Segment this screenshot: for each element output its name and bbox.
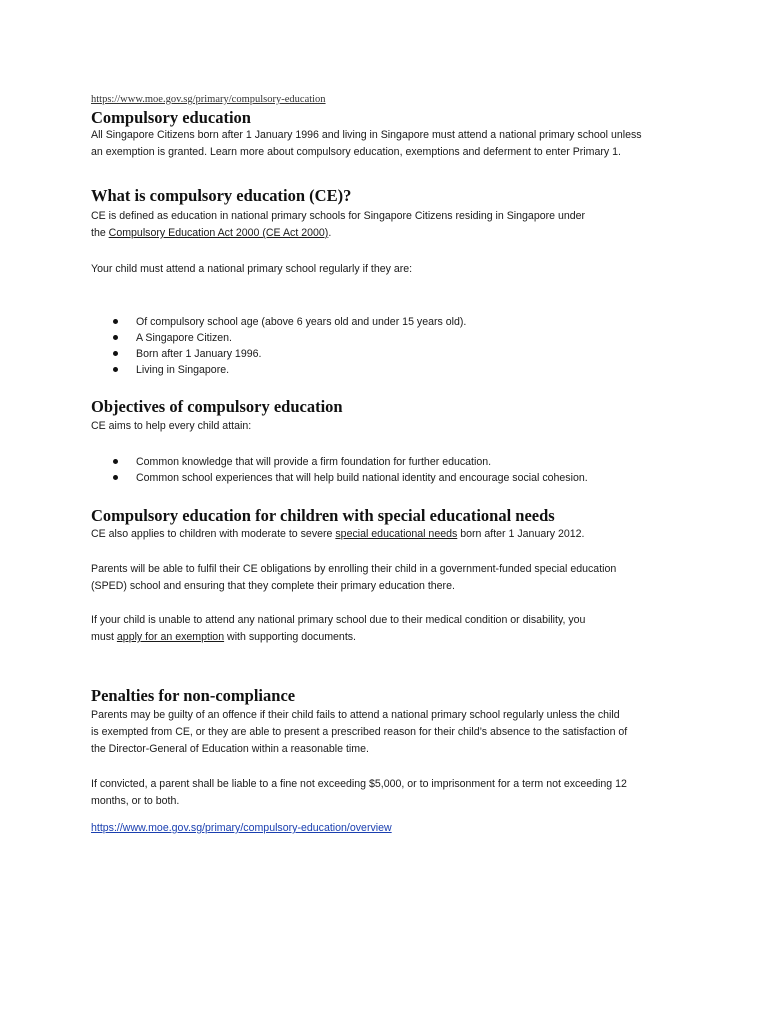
intro-line-2: an exemption is granted. Learn more about compulsory education, exemptions and deferment to enter Primary 1.: [91, 146, 621, 158]
heading-penalties: Penalties for non-compliance: [91, 686, 296, 705]
heading-what-is-ce: What is compulsory education (CE)?: [91, 186, 352, 205]
bullet-icon: [113, 459, 118, 464]
apply-exemption-link[interactable]: apply for an exemption: [116, 631, 225, 643]
attendance-conditions-intro: Your child must attend a national primary school regularly if they are:: [91, 263, 413, 275]
penalties-p1-line-3: the Director-General of Education within a reasonable time.: [91, 743, 369, 755]
heading-objectives: Objectives of compulsory education: [91, 397, 343, 416]
list-item: Living in Singapore.: [91, 362, 691, 378]
list-item: Common school experiences that will help build national identity and encourage social cohesion.: [91, 470, 691, 486]
ce-act-link[interactable]: Compulsory Education Act 2000 (CE Act 2000): [108, 227, 329, 239]
what-is-ce-line-2-prefix: the: [91, 227, 109, 239]
special-educational-needs-link[interactable]: special educational needs: [335, 528, 458, 540]
penalties-paragraph-2: [91, 776, 691, 810]
penalties-p2-line-1: If convicted, a parent shall be liable to a fine not exceeding $5,000, or to imprisonment for a term not exceeding 12: [91, 778, 627, 790]
page-title: Compulsory education: [91, 108, 251, 127]
attendance-conditions-list: [91, 314, 691, 378]
special-needs-paragraph-2: [91, 561, 691, 595]
list-item: Born after 1 January 1996.: [91, 346, 691, 362]
special-needs-p3-line-2-suffix: with supporting documents.: [224, 631, 356, 643]
special-needs-p3-line-2-prefix: must: [91, 631, 117, 643]
what-is-ce-line-1: CE is defined as education in national primary schools for Singapore Citizens residing in Singapore under: [91, 210, 586, 222]
source-url-link[interactable]: https://www.moe.gov.sg/primary/compulsory-education: [91, 94, 326, 105]
penalties-p1-line-1: Parents may be guilty of an offence if their child fails to attend a national primary school regularly unless the child: [91, 709, 620, 721]
special-needs-p2-line-1: Parents will be able to fulfil their CE obligations by enrolling their child in a government-funded special education: [91, 563, 617, 575]
what-is-ce-paragraph: [91, 208, 691, 242]
special-needs-suffix: born after 1 January 2012.: [457, 528, 585, 540]
what-is-ce-line-2-suffix: .: [328, 227, 332, 239]
list-item: Of compulsory school age (above 6 years old and under 15 years old).: [91, 314, 691, 330]
heading-special-needs: Compulsory education for children with special educational needs: [91, 506, 555, 525]
list-item: A Singapore Citizen.: [91, 330, 691, 346]
special-needs-paragraph-1: [91, 526, 691, 543]
penalties-p2-line-2: months, or to both.: [91, 795, 180, 807]
intro-line-1: All Singapore Citizens born after 1 January 1996 and living in Singapore must attend a national primary school unless: [91, 129, 642, 141]
penalties-p1-line-2: is exempted from CE, or they are able to present a prescribed reason for their child’s absence to the satisfaction of: [91, 726, 628, 738]
bullet-icon: [113, 475, 118, 480]
intro-paragraph: [91, 127, 691, 161]
list-item: Common knowledge that will provide a firm foundation for further education.: [91, 454, 691, 470]
objectives-list: [91, 454, 691, 486]
bullet-icon: [113, 367, 118, 372]
footer-url-paragraph: [91, 820, 691, 837]
bullet-icon: [113, 351, 118, 356]
objectives-intro: CE aims to help every child attain:: [91, 420, 252, 432]
penalties-paragraph-1: [91, 707, 691, 758]
special-needs-prefix: CE also applies to children with moderate to severe: [91, 528, 336, 540]
special-needs-p2-line-2: (SPED) school and ensuring that they complete their primary education there.: [91, 580, 455, 592]
bullet-icon: [113, 319, 118, 324]
special-needs-p3-line-1: If your child is unable to attend any national primary school due to their medical condition or disability, you: [91, 614, 586, 626]
bullet-icon: [113, 335, 118, 340]
special-needs-paragraph-3: [91, 612, 691, 646]
overview-url-link[interactable]: https://www.moe.gov.sg/primary/compulsory-education/overview: [91, 822, 392, 834]
